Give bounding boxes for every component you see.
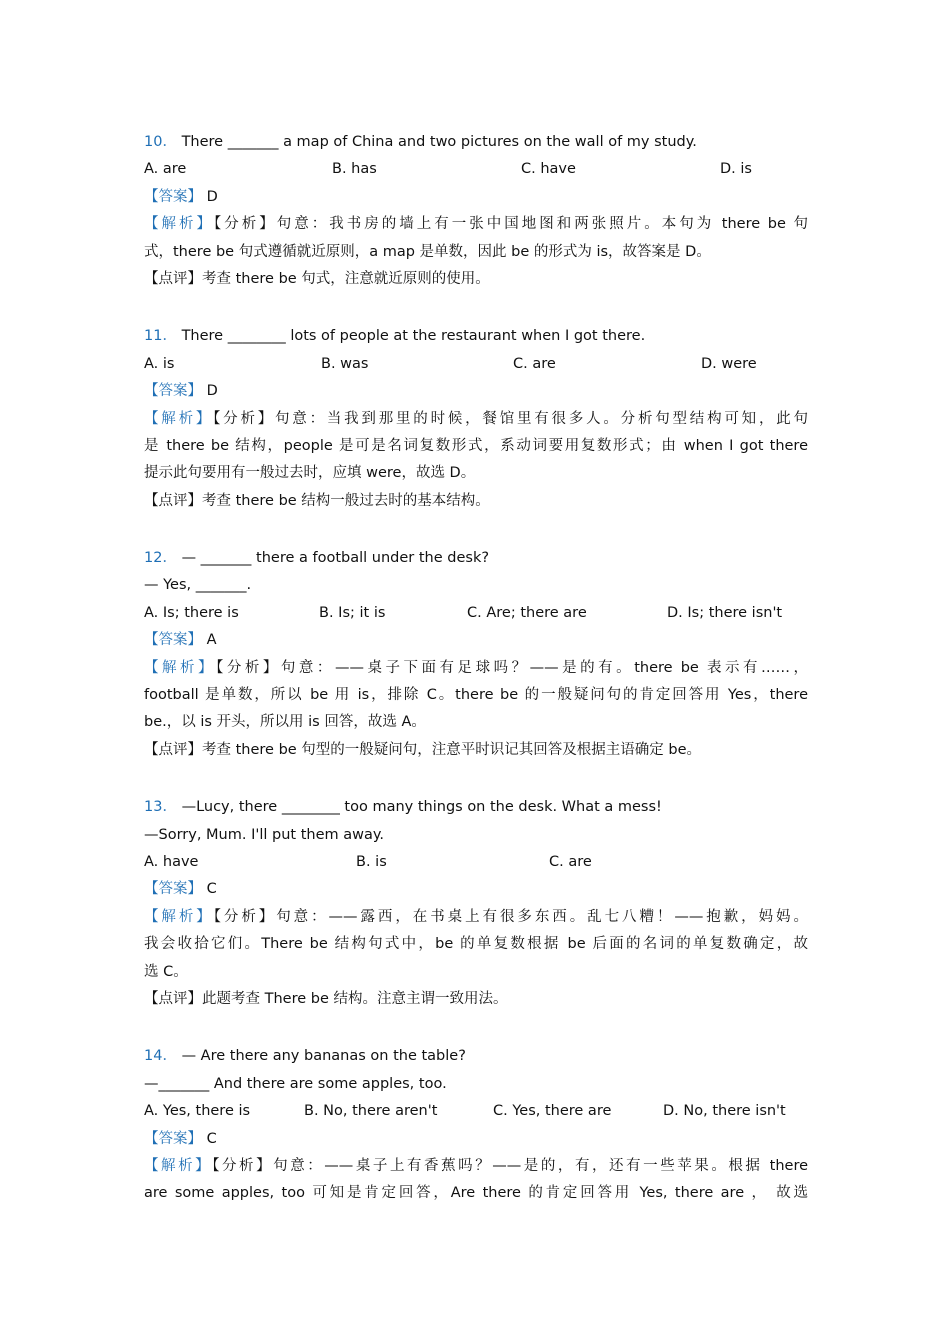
option-a: A. is [144, 355, 175, 372]
answer-tag: 【答案】 [144, 632, 202, 649]
question-stem: 13． —Lucy, there ________ too many things on the desk. What a mess! [144, 799, 662, 816]
comment-line: 【点评】考查 there be 句型的一般疑问句，注意平时识记其回答及根据主语确定 be。 [144, 741, 702, 758]
answer-tag: 【答案】 [144, 1130, 202, 1147]
answer-value: A [206, 632, 217, 649]
question-11 [144, 323, 808, 515]
answer-value: D [206, 188, 218, 205]
option-a: A. are [144, 161, 187, 178]
option-c: C. Yes, there are [493, 1103, 612, 1120]
analysis-line: 式，there be 句式遵循就近原则，a map 是单数，因此 be 的形式为 is，故答案是 D。 [144, 243, 711, 260]
option-b: B. was [321, 355, 369, 372]
question-stem: 10． There _______ a map of China and two pictures on the wall of my study. [144, 134, 697, 150]
answer-line [144, 1126, 808, 1153]
option-d: D. were [701, 355, 757, 372]
options-row [144, 1098, 808, 1125]
answer-line [144, 627, 808, 654]
question-stem: 11． There ________ lots of people at the restaurant when I got there. [144, 328, 646, 345]
option-a: A. Is; there is [144, 604, 239, 621]
option-d: D. No, there isn't [663, 1103, 786, 1120]
analysis-line: 【解析】【分析】句意：当我到那里的时候，餐馆里有很多人。分析句型结构可知，此句 [144, 410, 808, 427]
question-number: 14． [144, 1048, 177, 1065]
analysis-line: 提示此句要用有一般过去时，应填 were，故选 D。 [144, 465, 476, 482]
comment-line: 【点评】考查 there be 结构一般过去时的基本结构。 [144, 492, 490, 509]
option-d: D. is [720, 161, 752, 178]
question-list [144, 129, 808, 1208]
comment-tag: 【点评】 [144, 270, 202, 287]
answer-line [144, 876, 808, 903]
analysis-line: 【解析】【分析】句意：——露西，在书桌上有很多东西。乱七八糟！——抱歉，妈妈。 [144, 908, 808, 925]
options-row [144, 600, 808, 627]
analysis-tag: 【解析】 [144, 216, 214, 233]
analysis-line: football 是单数，所以 be 用 is，排除 C。there be 的一般疑问句的肯定回答用 Yes，there [144, 687, 808, 704]
analysis-line: 我会收拾它们。There be 结构句式中，be 的单复数根据 be 后面的名词的单复数确定，故 [144, 936, 808, 953]
comment-tag: 【点评】 [144, 492, 202, 509]
analysis-line: 【解析】【分析】句意：——桌子上有香蕉吗？——是的，有，还有一些苹果。根据 there [144, 1157, 808, 1174]
answer-tag: 【答案】 [144, 881, 202, 898]
answer-line [144, 184, 808, 211]
comment-tag: 【点评】 [144, 741, 202, 758]
analysis-line: 是 there be 结构，people 是可是名词复数形式，系动词要用复数形式；由 when I got there [144, 437, 808, 454]
options-row [144, 351, 808, 378]
analysis-line: 【解析】【分析】句意：——桌子下面有足球吗？——是的有。there be 表示有……， [144, 659, 808, 676]
analysis-line: 【解析】【分析】句意：我书房的墙上有一张中国地图和两张照片。本句为 there be 句 [144, 216, 808, 233]
answer-value: C [206, 881, 217, 898]
question-12 [144, 545, 808, 764]
analysis-tag: 【解析】 [144, 908, 214, 925]
options-row [144, 849, 808, 876]
analysis-line: 选 C。 [144, 963, 188, 980]
option-c: C. Are; there are [467, 604, 587, 621]
answer-value: C [206, 1130, 217, 1147]
question-number: 12． [144, 550, 177, 567]
question-14 [144, 1043, 808, 1207]
option-c: C. are [513, 355, 556, 372]
option-c: C. have [521, 161, 576, 178]
option-d: D. Is; there isn't [667, 604, 783, 621]
question-number: 11． [144, 328, 177, 345]
analysis-line: be.，以 is 开头，所以用 is 回答，故选 A。 [144, 714, 426, 731]
analysis-tag: 【解析】 [144, 659, 217, 676]
question-stem-line: —_______ And there are some apples, too. [144, 1075, 447, 1092]
option-c: C. are [549, 853, 592, 870]
option-b: B. has [332, 161, 377, 178]
option-b: B. is [356, 853, 387, 870]
comment-tag: 【点评】 [144, 990, 202, 1007]
question-stem-line: — Yes, _______. [144, 577, 252, 594]
option-a: A. have [144, 853, 199, 870]
question-number: 13． [144, 799, 177, 816]
question-stem: 12． — _______ there a football under the desk? [144, 550, 490, 567]
answer-tag: 【答案】 [144, 188, 202, 205]
question-number: 10． [144, 134, 177, 150]
comment-line: 【点评】此题考查 There be 结构。注意主谓一致用法。 [144, 990, 508, 1007]
options-row [144, 156, 808, 183]
analysis-line: are some apples, too 可知是肯定回答，Are there 的肯定回答用 Yes, there are ， 故选 [144, 1185, 808, 1202]
question-10 [144, 129, 808, 293]
question-stem: 14． — Are there any bananas on the table? [144, 1048, 466, 1065]
option-b: B. Is; it is [319, 604, 386, 621]
answer-tag: 【答案】 [144, 383, 202, 400]
question-stem-line: —Sorry, Mum. I'll put them away. [144, 826, 384, 843]
question-13 [144, 794, 808, 1013]
answer-value: D [206, 383, 218, 400]
comment-line: 【点评】考查 there be 句式，注意就近原则的使用。 [144, 270, 490, 287]
analysis-tag: 【解析】 [144, 1157, 213, 1174]
analysis-tag: 【解析】 [144, 410, 214, 427]
option-b: B. No, there aren't [304, 1103, 438, 1120]
answer-line [144, 378, 808, 405]
option-a: A. Yes, there is [144, 1103, 251, 1120]
